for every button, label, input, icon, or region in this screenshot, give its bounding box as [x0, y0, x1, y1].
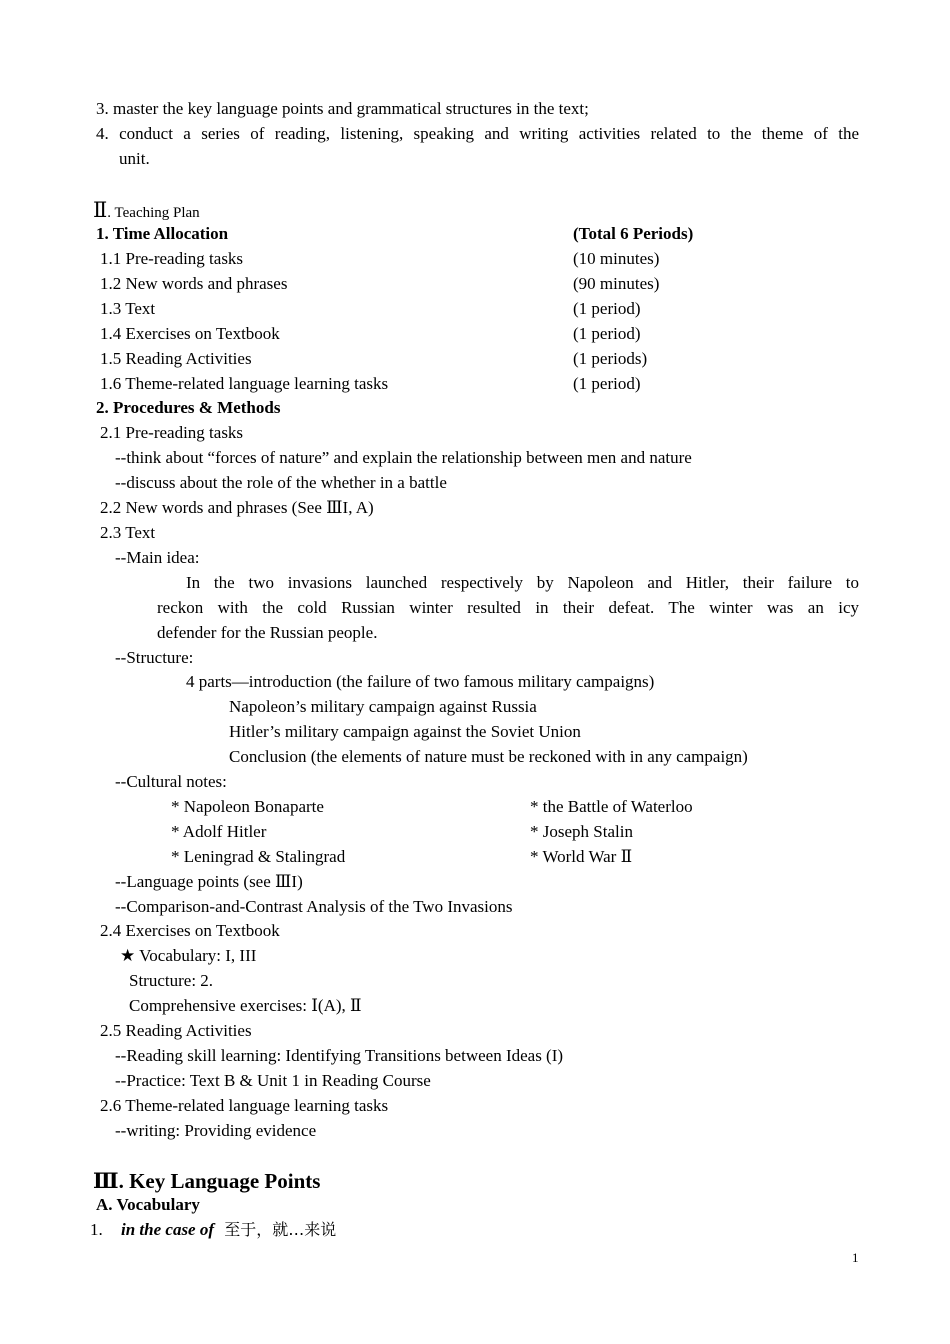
cultural-note: * Joseph Stalin	[530, 822, 633, 841]
reading-activity-item: --Reading skill learning: Identifying Transitions between Ideas (I)	[115, 1046, 564, 1065]
page-number: 1	[852, 1250, 859, 1265]
subsection-2-3: 2.3 Text	[100, 523, 156, 542]
vocabulary-phrase: in the case of	[121, 1220, 215, 1239]
time-row-duration: (1 period)	[573, 299, 641, 318]
time-row-task: 1.1 Pre-reading tasks	[100, 249, 244, 268]
procedures-heading: 2. Procedures & Methods	[96, 398, 281, 417]
time-allocation-total: (Total 6 Periods)	[573, 224, 694, 243]
subsection-2-4: 2.4 Exercises on Textbook	[100, 921, 280, 940]
cultural-note: * the Battle of Waterloo	[530, 797, 693, 816]
reading-activity-item: --Practice: Text B & Unit 1 in Reading Course	[115, 1071, 431, 1090]
section-2-title: . Teaching Plan	[107, 205, 200, 221]
pre-reading-item: --think about “forces of nature” and explain the relationship between men and nature	[115, 448, 692, 467]
subsection-2-2: 2.2 New words and phrases (See ⅢI, A)	[100, 498, 374, 517]
cultural-note: * Leningrad & Stalingrad	[171, 847, 346, 866]
time-row-task: 1.4 Exercises on Textbook	[100, 324, 280, 343]
structure-item: 4 parts—introduction (the failure of two famous military campaigns)	[186, 672, 655, 691]
cultural-note: * World War Ⅱ	[530, 847, 633, 866]
subsection-2-6: 2.6 Theme-related language learning tasks	[100, 1096, 389, 1115]
time-row-task: 1.5 Reading Activities	[100, 349, 252, 368]
time-row-duration: (1 periods)	[573, 349, 648, 368]
exercise-structure: Structure: 2.	[129, 971, 214, 990]
objective-item-3: 3. master the key language points and grammatical structures in the text;	[96, 99, 589, 118]
section-2-numeral: Ⅱ	[93, 198, 108, 222]
section-2-heading	[93, 199, 200, 224]
structure-item: Conclusion (the elements of nature must be reckoned with in any campaign)	[229, 747, 748, 766]
language-points-item: --Language points (see ⅢI)	[115, 872, 303, 891]
main-idea-text: In the two invasions launched respectively by Napoleon and Hitler, their failure to	[186, 573, 859, 592]
structure-label: --Structure:	[115, 648, 194, 667]
vocabulary-subheading: A. Vocabulary	[96, 1195, 200, 1214]
subsection-2-1: 2.1 Pre-reading tasks	[100, 423, 244, 442]
exercise-comprehensive: Comprehensive exercises: Ⅰ(A), Ⅱ	[129, 996, 362, 1015]
main-idea-label: --Main idea:	[115, 548, 200, 567]
time-row-task: 1.3 Text	[100, 299, 156, 318]
vocabulary-meaning: 至于，就…来说	[224, 1220, 337, 1239]
cultural-note: * Napoleon Bonaparte	[171, 797, 324, 816]
time-row-duration: (90 minutes)	[573, 274, 660, 293]
section-3-heading: Ⅲ. Key Language Points	[93, 1169, 321, 1193]
time-row-duration: (1 period)	[573, 374, 641, 393]
vocabulary-item-number: 1.	[90, 1220, 103, 1239]
objective-item-4-line2: unit.	[119, 149, 150, 168]
time-row-task: 1.2 New words and phrases	[100, 274, 288, 293]
time-row-task: 1.6 Theme-related language learning tasks	[100, 374, 389, 393]
vocabulary-item-1	[90, 1219, 336, 1241]
pre-reading-item: --discuss about the role of the whether in a battle	[115, 473, 447, 492]
time-allocation-heading: 1. Time Allocation	[96, 224, 229, 243]
structure-item: Napoleon’s military campaign against Russia	[229, 697, 537, 716]
exercise-vocabulary: ★ Vocabulary: I, III	[120, 946, 257, 965]
cultural-notes-label: --Cultural notes:	[115, 772, 227, 791]
objective-item-4-line1: 4. conduct a series of reading, listening, speaking and writing activities related to the theme of the	[96, 124, 859, 143]
cultural-note: * Adolf Hitler	[171, 822, 267, 841]
comparison-item: --Comparison-and-Contrast Analysis of the Two Invasions	[115, 897, 513, 916]
structure-item: Hitler’s military campaign against the Soviet Union	[229, 722, 581, 741]
time-row-duration: (1 period)	[573, 324, 641, 343]
time-row-duration: (10 minutes)	[573, 249, 660, 268]
main-idea-text: defender for the Russian people.	[157, 623, 378, 642]
theme-task-item: --writing: Providing evidence	[115, 1121, 317, 1140]
subsection-2-5: 2.5 Reading Activities	[100, 1021, 252, 1040]
main-idea-text: reckon with the cold Russian winter resulted in their defeat. The winter was an icy	[157, 598, 859, 617]
